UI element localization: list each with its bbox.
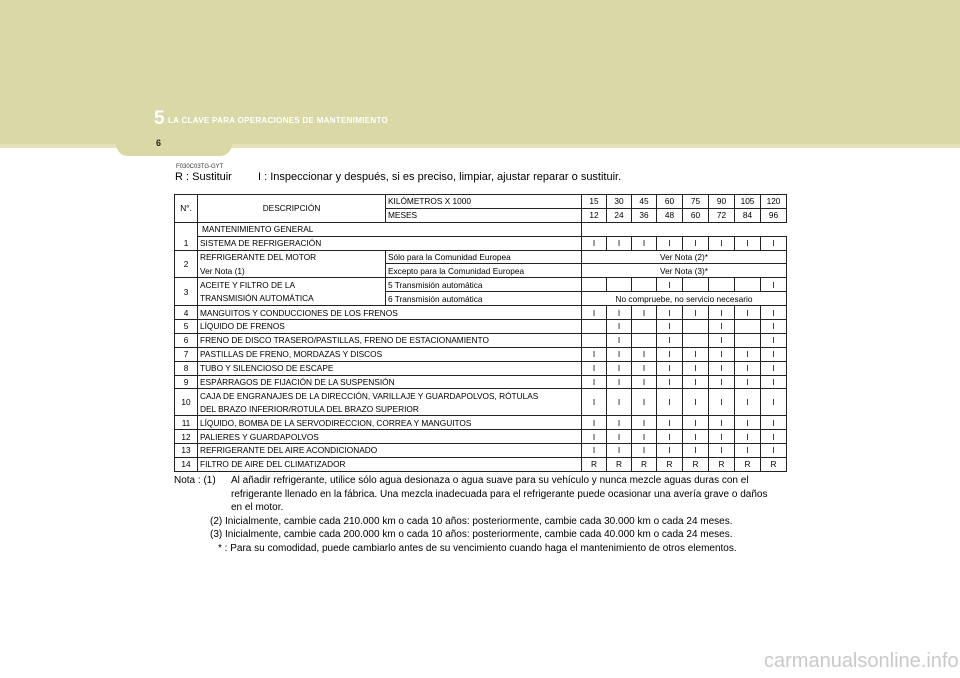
interval-cell: I [709, 320, 735, 334]
interval-cell: I [582, 416, 607, 430]
interval-cell: I [607, 389, 632, 416]
watermark: carmanualsonline.info [764, 650, 959, 672]
interval-cell: I [709, 416, 735, 430]
row-sub-description: 5 Transmisión automática [386, 278, 582, 292]
interval-cell: I [657, 416, 683, 430]
interval-cell: I [657, 347, 683, 361]
interval-cell: I [683, 416, 709, 430]
km-cell: 75 [683, 195, 709, 209]
interval-cell: I [709, 444, 735, 458]
notes-section [174, 474, 786, 555]
row-sub-description: 6 Transmisión automática [386, 292, 582, 306]
month-cell: 84 [735, 208, 761, 222]
table-row [175, 375, 787, 389]
row-description: ACEITE Y FILTRO DE LA [198, 278, 386, 292]
legend-inspect: I : Inspeccionar y después, si es preciso, limpiar, ajustar reparar o sustituir. [258, 171, 622, 183]
table-row [175, 457, 787, 471]
interval-cell: I [657, 444, 683, 458]
interval-cell: I [632, 236, 657, 250]
interval-cell: I [683, 430, 709, 444]
page-number: 6 [156, 138, 162, 148]
interval-cell [709, 278, 735, 292]
interval-cell [582, 333, 607, 347]
interval-cell: I [683, 236, 709, 250]
table-row [175, 389, 787, 402]
km-cell: 15 [582, 195, 607, 209]
row-sub-description: Sólo para la Comunidad Europea [386, 250, 582, 264]
note-4: * : Para su comodidad, puede cambiarlo antes de su vencimiento cuando haga el mantenimiento de otros elementos. [218, 542, 737, 554]
table-row [175, 444, 787, 458]
row-number: 3 [175, 278, 198, 306]
header-row-km [175, 195, 787, 209]
month-cell: 36 [632, 208, 657, 222]
km-cell: 30 [607, 195, 632, 209]
interval-cell: I [735, 361, 761, 375]
document-code: F030C03TG-GYT [176, 164, 224, 170]
interval-cell: I [607, 430, 632, 444]
page-number-tab [116, 136, 232, 156]
row-description: REFRIGERANTE DEL AIRE ACONDICIONADO [198, 444, 582, 458]
row-number: 12 [175, 430, 198, 444]
interval-cell: I [632, 416, 657, 430]
row-number: 7 [175, 347, 198, 361]
table-row [175, 264, 787, 278]
interval-cell [735, 320, 761, 334]
interval-cell: I [582, 375, 607, 389]
row-description: FRENO DE DISCO TRASERO/PASTILLAS, FRENO DE ESTACIONAMIENTO [198, 333, 582, 347]
interval-cell: I [582, 306, 607, 320]
note-1-line-1 [174, 474, 786, 488]
interval-cell: I [657, 320, 683, 334]
legend-replace: R : Sustituir [175, 171, 232, 183]
interval-cell: I [607, 320, 632, 334]
note-2: (2) Inicialmente, cambie cada 210.000 km o cada 10 años: posteriormente, cambie cada 30.000 km o cada 24 meses. [210, 515, 733, 527]
interval-cell: R [582, 457, 607, 471]
row-number: 6 [175, 333, 198, 347]
maintenance-table [174, 194, 787, 472]
row-number: 1 [175, 236, 198, 250]
km-cell: 120 [761, 195, 787, 209]
interval-cell: I [761, 416, 787, 430]
interval-cell [632, 278, 657, 292]
month-cell: 12 [582, 208, 607, 222]
interval-cell: I [761, 278, 787, 292]
table-row [175, 333, 787, 347]
table-row [175, 292, 787, 306]
month-cell: 72 [709, 208, 735, 222]
row-description: SISTEMA DE REFRIGERACIÓN [198, 236, 582, 250]
table-row [175, 361, 787, 375]
interval-cell: I [683, 306, 709, 320]
month-cell: 60 [683, 208, 709, 222]
interval-cell: I [761, 361, 787, 375]
table-row [175, 430, 787, 444]
interval-cell: R [761, 457, 787, 471]
blank-cell [582, 222, 787, 236]
interval-cell: I [582, 430, 607, 444]
interval-cell [683, 320, 709, 334]
general-row [175, 222, 787, 236]
interval-cell: I [709, 361, 735, 375]
interval-cell: I [607, 444, 632, 458]
row-description: LÍQUIDO, BOMBA DE LA SERVODIRECCION, CORREA Y MANGUITOS [198, 416, 582, 430]
interval-cell: I [735, 375, 761, 389]
table-row [175, 347, 787, 361]
interval-cell: I [632, 361, 657, 375]
month-cell: 24 [607, 208, 632, 222]
interval-cell: I [607, 306, 632, 320]
table-row [175, 236, 787, 250]
interval-cell [735, 278, 761, 292]
interval-cell: I [709, 430, 735, 444]
interval-cell: I [683, 389, 709, 416]
section-number: 5 [154, 108, 165, 129]
header-band [0, 0, 960, 148]
table-row [175, 320, 787, 334]
note-1-prefix: Nota : (1) [174, 475, 216, 486]
row-number: 11 [175, 416, 198, 430]
row-number [175, 222, 198, 236]
interval-cell: R [683, 457, 709, 471]
interval-cell: I [709, 347, 735, 361]
row-description: TUBO Y SILENCIOSO DE ESCAPE [198, 361, 582, 375]
interval-cell: I [632, 347, 657, 361]
row-description: ESPÁRRAGOS DE FIJACIÓN DE LA SUSPENSIÓN [198, 375, 582, 389]
row-description: CAJA DE ENGRANAJES DE LA DIRECCIÓN, VARILLAJE Y GUARDAPOLVOS, RÓTULAS [198, 389, 582, 402]
row-number: 4 [175, 306, 198, 320]
km-cell: 105 [735, 195, 761, 209]
interval-cell: I [657, 375, 683, 389]
row-description: PALIERES Y GUARDAPOLVOS [198, 430, 582, 444]
interval-cell: I [657, 430, 683, 444]
row-number: 5 [175, 320, 198, 334]
interval-cell: I [735, 306, 761, 320]
interval-cell: I [607, 333, 632, 347]
interval-span-cell: No compruebe, no servicio necesario [582, 292, 787, 306]
col-no-header: N°. [175, 195, 198, 223]
row-number: 10 [175, 389, 198, 416]
interval-cell: I [683, 444, 709, 458]
interval-cell: I [709, 306, 735, 320]
month-cell: 48 [657, 208, 683, 222]
interval-cell: I [761, 347, 787, 361]
interval-cell: I [683, 375, 709, 389]
interval-cell: I [657, 389, 683, 416]
row-description: DEL BRAZO INFERIOR/ROTULA DEL BRAZO SUPERIOR [198, 402, 582, 415]
interval-cell: I [657, 361, 683, 375]
row-sub-description: Excepto para la Comunidad Europea [386, 264, 582, 278]
interval-cell: I [582, 347, 607, 361]
interval-cell: I [761, 333, 787, 347]
interval-cell: I [709, 389, 735, 416]
note-1-text: Al añadir refrigerante, utilice sólo agua desionaza o agua suave para su vehículo y nunca mezcle aguas duras con el [231, 475, 749, 486]
interval-cell: R [632, 457, 657, 471]
row-number: 14 [175, 457, 198, 471]
table-row [175, 278, 787, 292]
interval-cell [582, 320, 607, 334]
interval-cell: I [761, 375, 787, 389]
interval-cell: I [735, 444, 761, 458]
interval-cell: I [683, 361, 709, 375]
interval-cell: I [761, 444, 787, 458]
interval-cell: I [607, 375, 632, 389]
interval-cell: I [761, 236, 787, 250]
month-cell: 96 [761, 208, 787, 222]
col-desc-header: DESCRIPCIÓN [198, 195, 386, 223]
interval-cell: I [607, 416, 632, 430]
interval-span-cell: Ver Nota (3)* [582, 264, 787, 278]
interval-cell: I [761, 389, 787, 416]
table-row [175, 416, 787, 430]
months-label: MESES [386, 208, 582, 222]
row-number: 2 [175, 250, 198, 278]
row-description: REFRIGERANTE DEL MOTOR [198, 250, 386, 264]
interval-cell [607, 278, 632, 292]
interval-cell [582, 278, 607, 292]
interval-cell: I [761, 306, 787, 320]
interval-cell: I [582, 444, 607, 458]
interval-cell: I [632, 375, 657, 389]
row-description: PASTILLAS DE FRENO, MORDAZAS Y DISCOS [198, 347, 582, 361]
interval-cell: I [607, 347, 632, 361]
interval-cell: I [632, 430, 657, 444]
km-label: KILÓMETROS X 1000 [386, 195, 582, 209]
interval-cell: I [582, 389, 607, 416]
interval-cell: I [607, 236, 632, 250]
table-row [175, 250, 787, 264]
row-description: LÍQUIDO DE FRENOS [198, 320, 582, 334]
interval-cell: I [761, 320, 787, 334]
interval-span-cell: Ver Nota (2)* [582, 250, 787, 264]
km-cell: 90 [709, 195, 735, 209]
interval-cell: I [735, 416, 761, 430]
interval-cell: I [607, 361, 632, 375]
interval-cell [683, 333, 709, 347]
row-number: 9 [175, 375, 198, 389]
interval-cell: I [582, 236, 607, 250]
km-cell: 60 [657, 195, 683, 209]
interval-cell: I [709, 375, 735, 389]
interval-cell: I [735, 389, 761, 416]
interval-cell: I [761, 430, 787, 444]
interval-cell [735, 333, 761, 347]
interval-cell: I [709, 236, 735, 250]
km-cell: 45 [632, 195, 657, 209]
interval-cell [632, 320, 657, 334]
interval-cell [683, 278, 709, 292]
interval-cell: R [709, 457, 735, 471]
note-1-line-3: en el motor. [231, 502, 284, 513]
interval-cell: R [607, 457, 632, 471]
row-description: FILTRO DE AIRE DEL CLIMATIZADOR [198, 457, 582, 471]
row-number: 8 [175, 361, 198, 375]
interval-cell: I [735, 347, 761, 361]
row-number: 13 [175, 444, 198, 458]
interval-cell: I [582, 361, 607, 375]
general-heading: MANTENIMIENTO GENERAL [198, 222, 582, 236]
interval-cell: I [657, 236, 683, 250]
section-title: LA CLAVE PARA OPERACIONES DE MANTENIMIENTO [168, 116, 389, 125]
interval-cell [632, 333, 657, 347]
interval-cell: I [683, 347, 709, 361]
table-row [175, 306, 787, 320]
interval-cell: R [657, 457, 683, 471]
interval-cell: I [709, 333, 735, 347]
note-1-line-2: refrigerante llenado en la fábrica. Una mezcla inadecuada para el refrigerante puede ocasionar una avería grave o daños [231, 488, 768, 500]
interval-cell: I [657, 278, 683, 292]
interval-cell: I [735, 236, 761, 250]
interval-cell: I [735, 430, 761, 444]
interval-cell: I [632, 389, 657, 416]
row-description: Ver Nota (1) [198, 264, 386, 278]
interval-cell: I [657, 333, 683, 347]
row-description: MANGUITOS Y CONDUCCIONES DE LOS FRENOS [198, 306, 582, 320]
interval-cell: I [632, 306, 657, 320]
note-3: (3) Inicialmente, cambie cada 200.000 km o cada 10 años: posteriormente, cambie cada 40.000 km o cada 24 meses. [210, 529, 733, 540]
interval-cell: I [657, 306, 683, 320]
interval-cell: I [632, 444, 657, 458]
interval-cell: R [735, 457, 761, 471]
row-description: TRANSMISIÓN AUTOMÁTICA [198, 292, 386, 306]
